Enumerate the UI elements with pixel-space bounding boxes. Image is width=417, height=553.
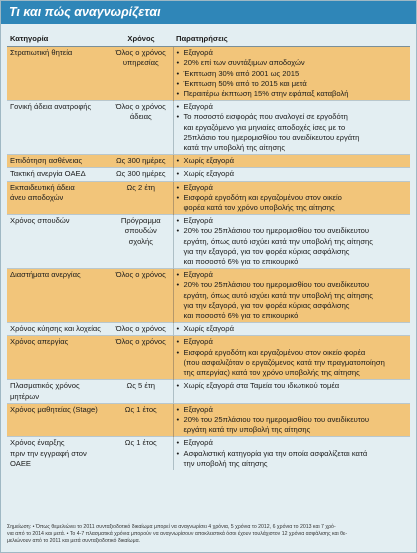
time-text: Ως 300 ημέρες [115, 156, 166, 166]
notes-cell [173, 155, 410, 168]
note-bullet: • Χωρίς εξαγορά [177, 169, 408, 179]
time-text: Όλος ο χρόνος [115, 270, 166, 280]
table-header-row [7, 33, 410, 47]
note-bullet: • Εξαγορά [177, 438, 408, 448]
notes-cell [173, 323, 410, 336]
note-continuation: και ποσοστό 6% για το επικουρικό [183, 311, 299, 321]
notes-cell [173, 168, 410, 181]
note-continuation: και ποσοστό 6% για το επικουρικό [183, 257, 299, 267]
category-cell [7, 155, 109, 168]
table-row [7, 101, 410, 155]
time-text: Όλος ο χρόνος [115, 324, 166, 334]
table-row [7, 47, 410, 101]
category-text: Χρόνος σπουδών [10, 216, 70, 226]
table-row [7, 380, 410, 403]
note-bullet: • Χωρίς εξαγορά στα Ταμεία του ιδιωτικού τομέα [177, 381, 408, 391]
category-text: Γονική άδεια ανατροφής [10, 102, 92, 112]
header-time: Χρόνος [109, 33, 173, 47]
note-continuation: φορέα κατά τον χρόνο υποβολής της αίτησης [183, 203, 335, 213]
category-text: Τακτική ανεργία ΟΑΕΔ [10, 169, 86, 179]
notes-cell [173, 403, 410, 437]
notes-cell [173, 380, 410, 403]
time-text: Ως 1 έτος [124, 438, 157, 448]
category-cell [7, 181, 109, 215]
notes-cell [173, 336, 410, 380]
header-category: Κατηγορία [7, 33, 109, 47]
category-text: άνευ αποδοχών [10, 192, 64, 202]
notes-cell [173, 437, 410, 470]
note-continuation: για την εξαγορά, για τον φορέα κύριας ασφάλισης [183, 246, 350, 256]
category-cell [7, 323, 109, 336]
note-continuation: της απεργίας) κατά τον χρόνο υποβολής της αίτησης [183, 368, 360, 378]
category-text: Χρόνος μαθητείας (Stage) [10, 404, 98, 414]
time-cell [109, 437, 173, 470]
note-bullet: • 20% του 25πλάσιου του ημερομισθίου του ανειδίκευτου [177, 226, 408, 236]
note-continuation: εργάτη, όπως αυτό ισχύει κατά την υποβολή της αίτησης [183, 290, 373, 300]
category-text: πριν την εγγραφή στον ΟΑΕΕ [10, 448, 87, 468]
note-continuation: κατά την υποβολή της αίτησης [183, 143, 286, 153]
time-text: σπουδών σχολής [124, 226, 157, 246]
time-text: υπηρεσίας [122, 58, 159, 68]
time-text: Όλος ο χρόνος [115, 48, 166, 58]
header-notes: Παρατηρήσεις [173, 33, 410, 47]
note-continuation: για την εξαγορά, για τον φορέα κύριας ασφάλισης [183, 300, 350, 310]
table-row [7, 323, 410, 336]
note-continuation: την υποβολή της αίτησης [183, 458, 268, 468]
time-cell [109, 47, 173, 101]
note-bullet: • Εξαγορά [177, 48, 408, 58]
category-cell [7, 101, 109, 155]
category-cell [7, 269, 109, 323]
time-cell [109, 215, 173, 269]
notes-cell [173, 47, 410, 101]
note-bullet: • Ασφαλιστική κατηγορία για την οποία ασφαλίζεται κατά [177, 449, 408, 459]
category-text: Επιδότηση ασθένειας [10, 156, 83, 166]
time-cell [109, 336, 173, 380]
notes-cell [173, 101, 410, 155]
time-text: Όλος ο χρόνος [115, 102, 166, 112]
category-text: Διαστήματα ανεργίας [10, 270, 81, 280]
note-bullet: • Έκπτωση 30% από 2001 ως 2015 [177, 69, 408, 79]
time-text: άδειας [129, 112, 152, 122]
time-cell [109, 155, 173, 168]
table-row [7, 215, 410, 269]
category-cell [7, 47, 109, 101]
note-bullet: • 20% του 25πλάσιου του ημερομισθίου του ανειδίκευτου [177, 415, 408, 425]
category-text: Στρατιωτική θητεία [10, 48, 73, 58]
table-row [7, 181, 410, 215]
note-bullet: • Εξαγορά [177, 102, 408, 112]
category-text: Πλασματικός χρόνος μητέρων [10, 381, 80, 401]
time-cell [109, 380, 173, 403]
note-continuation: (που ασφαλιζόταν ο εργαζόμενος κατά την πραγματοποίηση [183, 357, 385, 367]
page-title: Τι και πώς αναγνωρίζεται [1, 1, 416, 24]
footnote-line: νια από το 2014 και μετά. • Το 4-7 πλασματικά χρόνια μπορούν να αναγνωρίσουν αποκλειστικά όσοι έχουν τουλάχιστον 12 χρόνια ασφάλισης και θε- [7, 531, 348, 537]
note-bullet: • Χωρίς εξαγορά [177, 156, 408, 166]
time-cell [109, 181, 173, 215]
table-row [7, 403, 410, 437]
note-bullet: • Εξαγορά [177, 216, 408, 226]
note-bullet: • Εξαγορά [177, 183, 408, 193]
note-continuation: εργάτη κατά την υποβολή της αίτησης [183, 425, 311, 435]
time-cell [109, 101, 173, 155]
time-text: Ως 5 έτη [126, 381, 155, 391]
time-text: Ως 300 ημέρες [115, 169, 166, 179]
time-cell [109, 323, 173, 336]
table-row [7, 437, 410, 470]
recognition-table [7, 33, 410, 470]
category-text: Χρόνος απεργίας [10, 337, 69, 347]
note-bullet: • Χωρίς εξαγορά [177, 324, 408, 334]
table-row [7, 155, 410, 168]
note-continuation: και εργαζόμενο για μηνιαίες αποδοχές ίσες με το [183, 122, 346, 132]
note-bullet: • Εξαγορά [177, 405, 408, 415]
time-cell [109, 168, 173, 181]
category-cell [7, 380, 109, 403]
category-cell [7, 437, 109, 470]
note-bullet: • 20% επί των συντάξιμων αποδοχών [177, 58, 408, 68]
table-body [7, 47, 410, 470]
table-row [7, 269, 410, 323]
time-cell [109, 403, 173, 437]
footnote-line: Σημείωση: • Όπως θεμελιώνει το 2011 συνταξιοδοτικό δικαίωμα μπορεί να αναγνωρίσει 4 χρόνια, 5 χρόνια το 2012, 6 χρόνια το 2013 και 7 χρό- [7, 524, 336, 530]
category-cell [7, 403, 109, 437]
note-bullet: • 20% του 25πλάσιου του ημερομισθίου του ανειδίκευτου [177, 280, 408, 290]
note-continuation: εργάτη, όπως αυτό ισχύει κατά την υποβολή της αίτησης [183, 236, 373, 246]
note-bullet: • Περαιτέρω έκπτωση 15% στην εφάπαξ καταβολή [177, 89, 408, 99]
category-text: Χρόνος έναρξης [10, 438, 65, 448]
category-cell [7, 336, 109, 380]
note-bullet: • Εισφορά εργοδότη και εργαζομένου στον οικείο [177, 193, 408, 203]
time-text: Ως 2 έτη [126, 182, 155, 192]
note-bullet: • Το ποσοστό εισφοράς που αναλογεί σε εργοδότη [177, 112, 408, 122]
note-continuation: 25πλάσιο του ημερομισθίου του ανειδίκευτου εργάτη [183, 132, 360, 142]
category-text: Χρόνος κύησης και λοχείας [10, 324, 101, 334]
table-row [7, 336, 410, 380]
table-row [7, 168, 410, 181]
category-text: Εκπαιδευτική άδεια [10, 182, 75, 192]
time-text: Ως 1 έτος [124, 404, 157, 414]
category-cell [7, 168, 109, 181]
time-cell [109, 269, 173, 323]
footnote-line: μελιώνουν από το 2011 και μετά συνταξιοδοτικό δικαίωμα. [7, 538, 141, 544]
time-text: Όλος ο χρόνος [115, 337, 166, 347]
time-text: Πρόγραμμα [120, 216, 161, 226]
note-bullet: • Εισφορά εργοδότη και εργαζομένου στον οικείο φορέα [177, 348, 408, 358]
footnote [7, 524, 411, 545]
note-bullet: • Εξαγορά [177, 337, 408, 347]
notes-cell [173, 181, 410, 215]
notes-cell [173, 269, 410, 323]
notes-cell [173, 215, 410, 269]
note-bullet: • Έκπτωση 50% από το 2015 και μετά [177, 79, 408, 89]
note-bullet: • Εξαγορά [177, 270, 408, 280]
category-cell [7, 215, 109, 269]
